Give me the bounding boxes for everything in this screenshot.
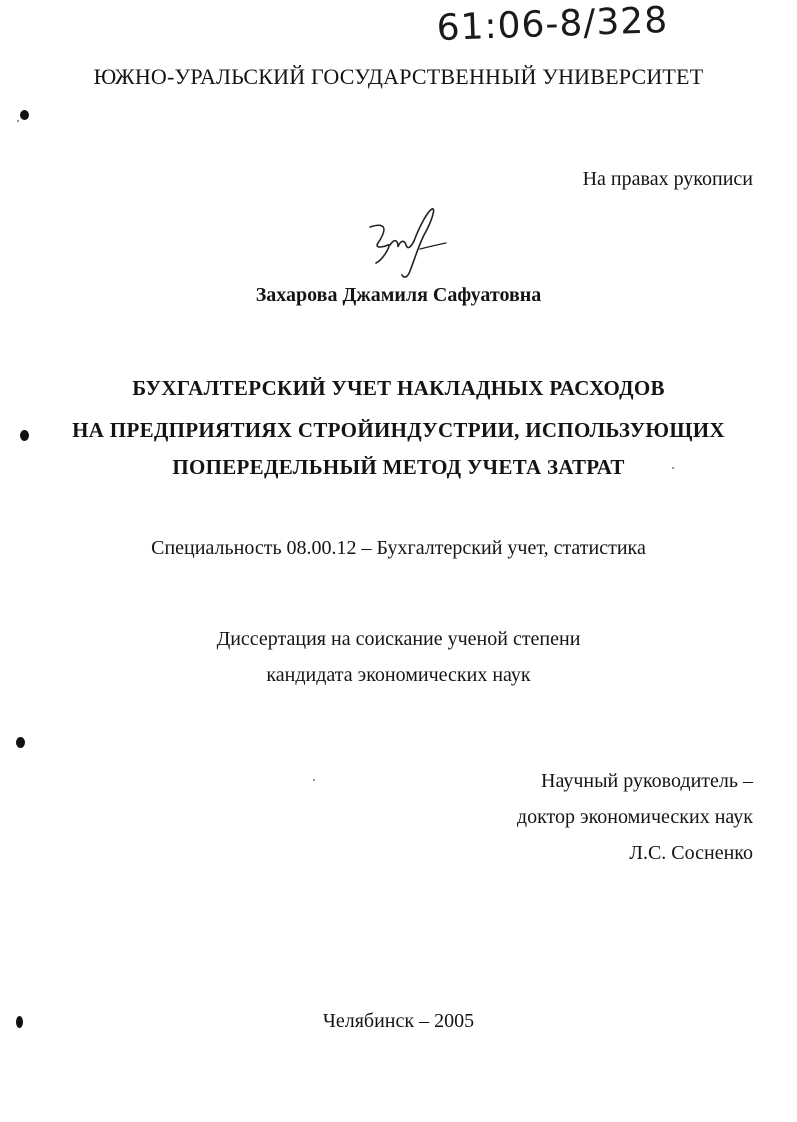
university-name: ЮЖНО-УРАЛЬСКИЙ ГОСУДАРСТВЕННЫЙ УНИВЕРСИТЕТ	[93, 64, 704, 89]
author-signature	[362, 205, 452, 285]
supervisor-degree: доктор экономических наук	[516, 806, 753, 828]
scan-speck	[17, 120, 19, 122]
city-year: Челябинск – 2005	[322, 1010, 475, 1032]
author-name: Захарова Джамиля Сафуатовна	[255, 284, 542, 306]
title-line-2: НА ПРЕДПРИЯТИЯХ СТРОЙИНДУСТРИИ, ИСПОЛЬЗУЮЩИХ	[72, 418, 725, 442]
supervisor-name: Л.С. Сосненко	[629, 842, 753, 864]
dissertation-line-2: кандидата экономических наук	[266, 664, 531, 686]
supervisor-role: Научный руководитель –	[541, 770, 753, 792]
scan-speck	[313, 779, 315, 781]
punch-hole-1	[20, 110, 29, 120]
scan-speck	[672, 467, 674, 469]
punch-hole-4	[16, 1016, 23, 1028]
title-line-3: ПОПЕРЕДЕЛЬНЫЙ МЕТОД УЧЕТА ЗАТРАТ	[172, 455, 625, 479]
punch-hole-3	[16, 737, 25, 748]
archive-number: 61:06-8/328	[436, 0, 669, 49]
rights-note: На правах рукописи	[582, 168, 753, 190]
specialty: Специальность 08.00.12 – Бухгалтерский учет, статистика	[151, 537, 646, 559]
title-line-1: БУХГАЛТЕРСКИЙ УЧЕТ НАКЛАДНЫХ РАСХОДОВ	[132, 376, 665, 400]
dissertation-line-1: Диссертация на соискание ученой степени	[216, 628, 581, 650]
punch-hole-2	[20, 430, 29, 441]
